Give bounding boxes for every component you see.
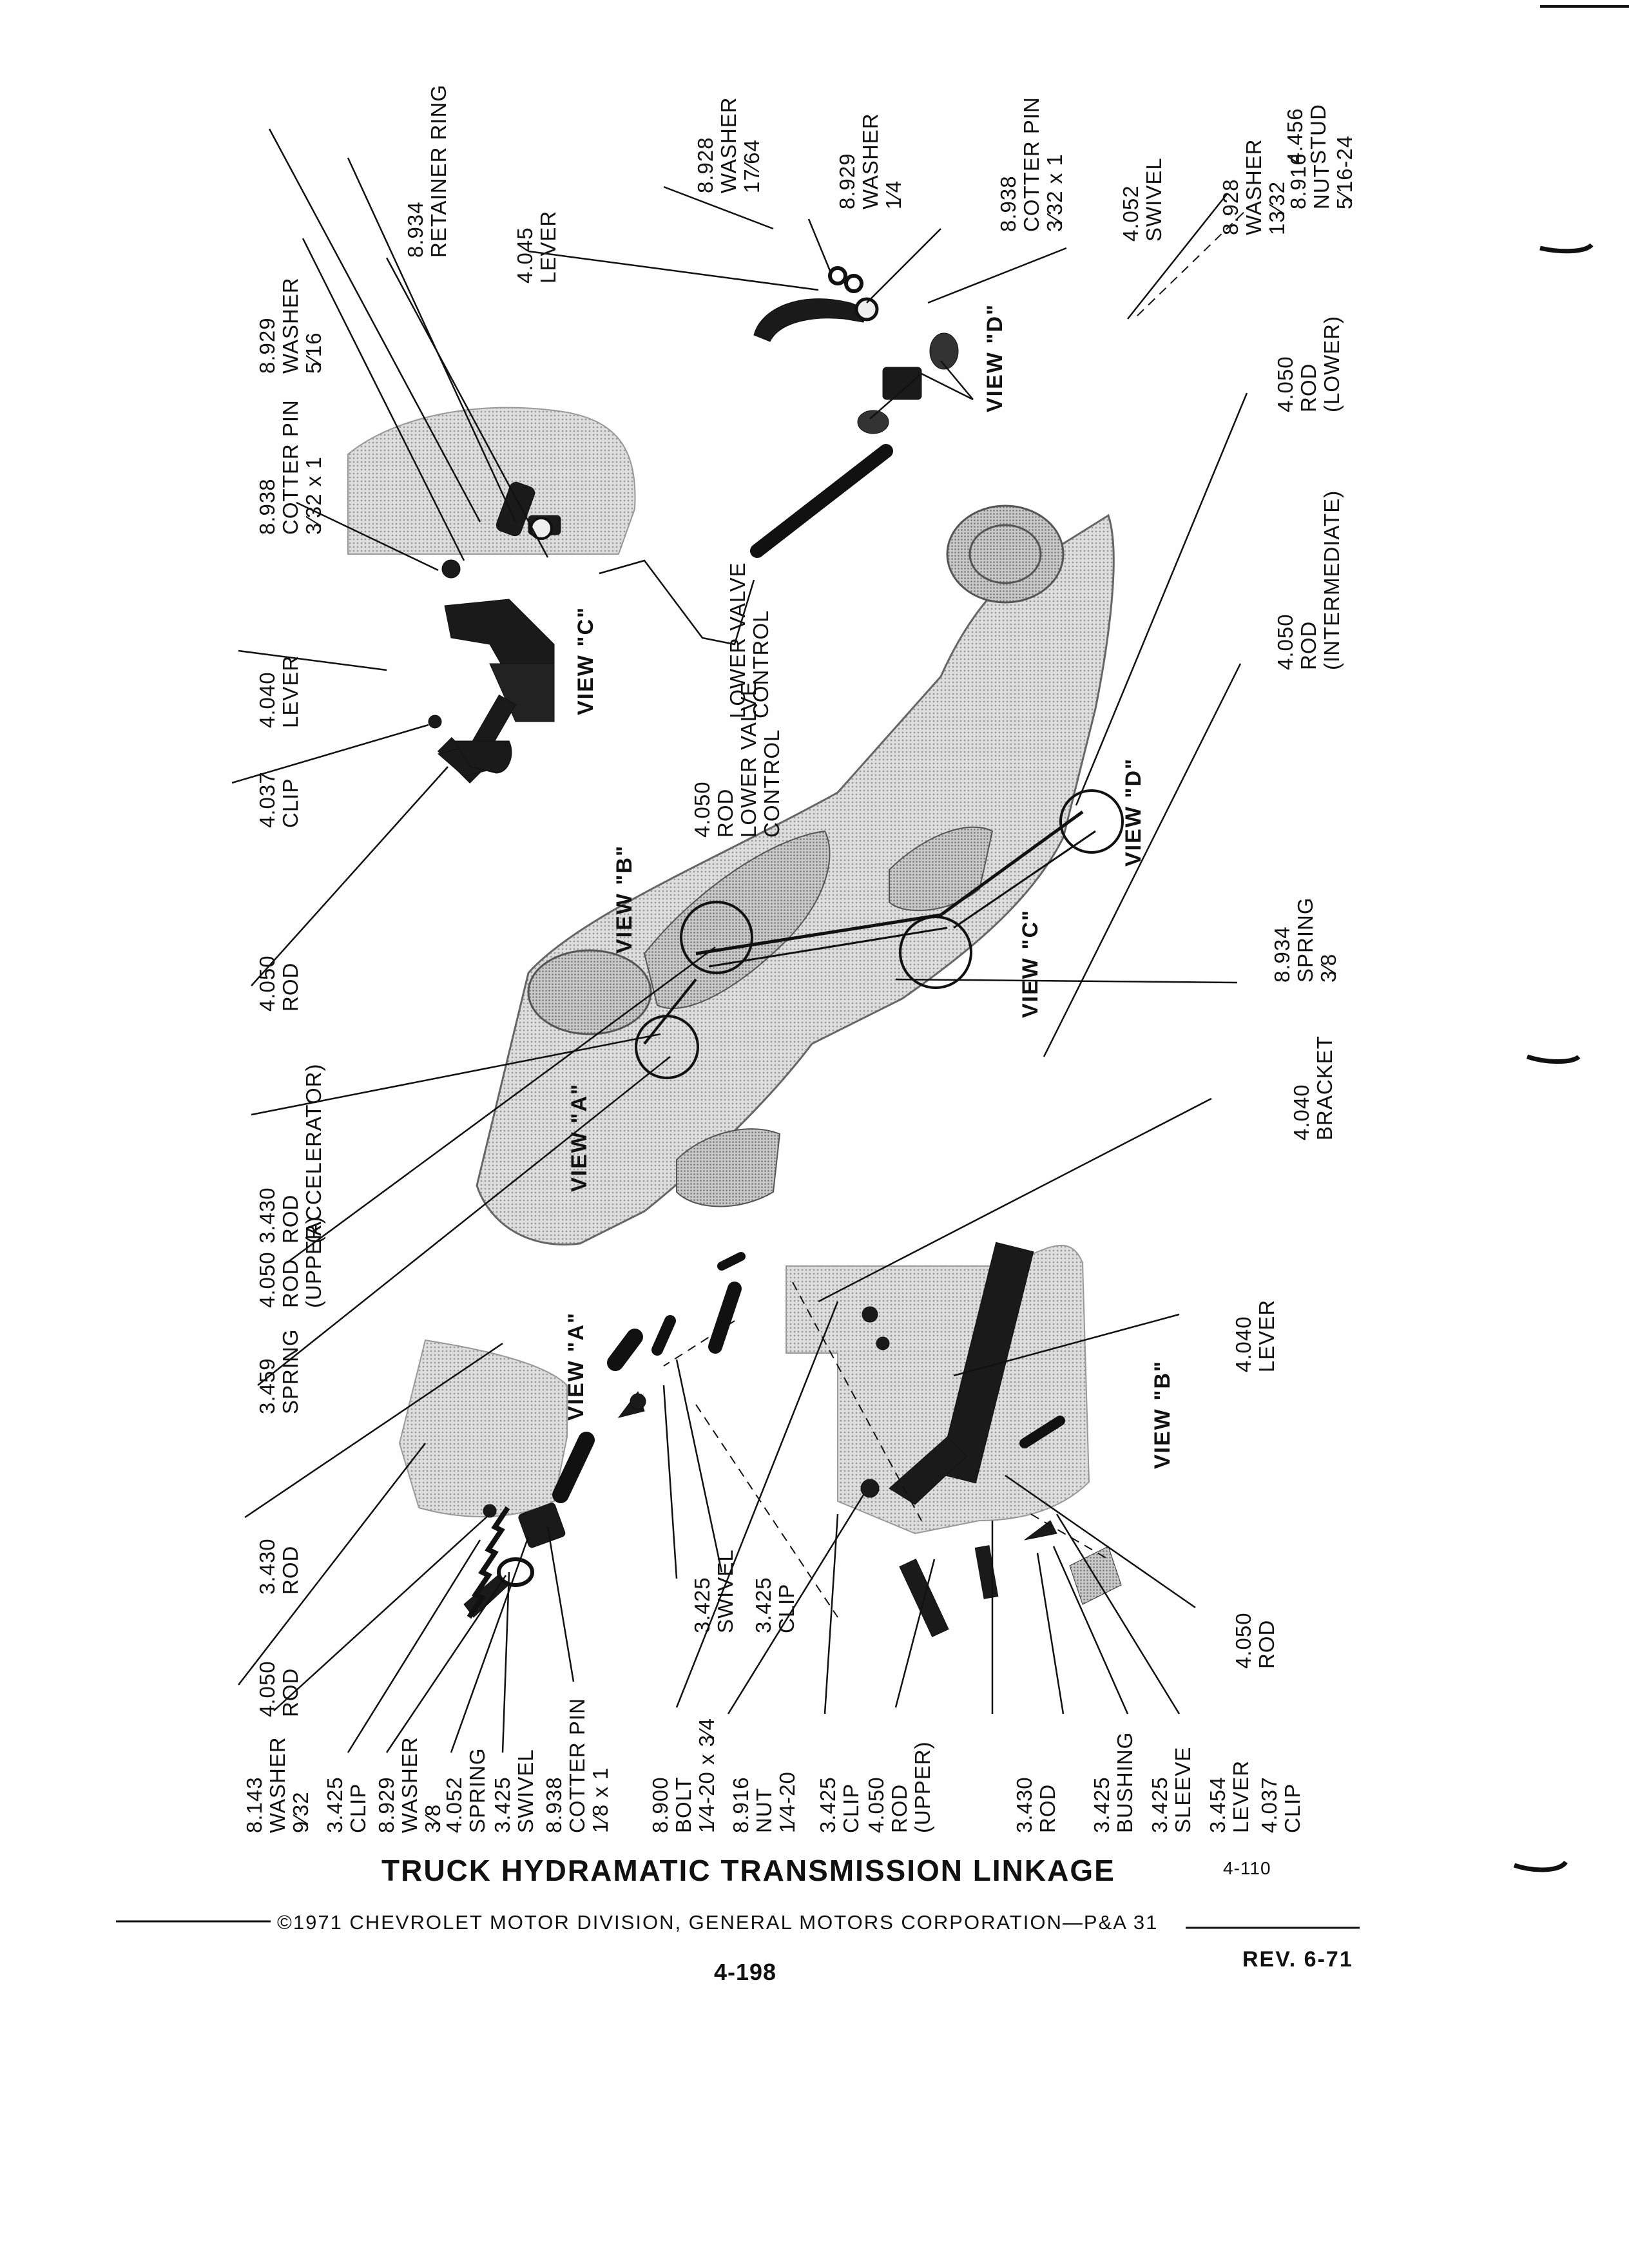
label-4040-lever-top: 4.040 LEVER	[255, 655, 302, 728]
label-4052-spring: 4.052 SPRING	[442, 1747, 489, 1833]
label-4456-stud: 4.456 STUD	[1283, 104, 1330, 164]
label-3425-sleeve: 3.425 SLEEVE	[1148, 1746, 1195, 1833]
label-8938-cotter-pin-right: 8.938 COTTER PIN 3⁄32 x 1	[996, 97, 1066, 232]
label-3430-rod-bottom: 3.430 ROD	[1012, 1776, 1059, 1833]
label-3425-clip-a: 3.425 CLIP	[323, 1776, 370, 1833]
label-4052-swivel: 4.052 SWIVEL	[1119, 157, 1166, 242]
label-3430-rod-accelerator: 3.430 ROD (ACCELERATOR)	[255, 1063, 325, 1244]
page-number: 4-198	[714, 1959, 777, 1985]
label-3425-swivel: 3.425 SWIVEL	[690, 1549, 737, 1633]
label-3425-clip-b: 3.425 CLIP	[816, 1776, 863, 1833]
label-4050-rod-lower-valve-control: 4.050 ROD LOWER VALVE CONTROL	[690, 681, 784, 838]
label-8916-nut-top: 8.916 NUT 5⁄16-24	[1286, 135, 1356, 209]
view-a-bottom-label: VIEW "A"	[564, 1311, 588, 1421]
label-8916-nut-bottom: 8.916 NUT 1⁄4-20	[729, 1771, 799, 1833]
view-d-mid-label: VIEW "D"	[1121, 757, 1146, 867]
view-a-mid-label: VIEW "A"	[567, 1082, 592, 1192]
view-b-bottom-label: VIEW "B"	[1150, 1360, 1175, 1469]
label-8938-cotter-pin-bottom: 8.938 COTTER PIN 1⁄8 x 1	[542, 1698, 612, 1833]
label-3425-swivel-b: 3.425 SWIVEL	[490, 1749, 537, 1833]
revision-label: REV. 6-71	[1242, 1947, 1353, 1972]
view-c-top-label: VIEW "C"	[574, 606, 598, 715]
label-3425-clip-mid: 3.425 CLIP	[751, 1577, 798, 1633]
label-8928-washer-right: 8.928 WASHER 17⁄64	[693, 97, 764, 193]
view-a-background	[400, 1340, 567, 1517]
view-b-background	[786, 1245, 1089, 1533]
label-3459-spring: 3.459 SPRING	[255, 1329, 302, 1414]
label-8929-washer-bottom: 8.929 WASHER 3⁄8	[374, 1736, 445, 1833]
label-4037-clip-bottom: 4.037 CLIP	[1257, 1776, 1304, 1833]
label-lower-valve-control: LOWER VALVE CONTROL	[726, 562, 773, 718]
label-4050-rod-upper-mid: 4.050 ROD (UPPER)	[255, 1216, 325, 1308]
label-4040-bracket: 4.040 BRACKET	[1289, 1035, 1336, 1140]
label-4050-rod-bottom: 4.050 ROD	[1231, 1612, 1278, 1669]
label-4050-rod-mid: 4.050 ROD	[255, 955, 302, 1012]
label-3430-rod-left: 3.430 ROD	[255, 1538, 302, 1595]
view-b-mid-label: VIEW "B"	[612, 844, 637, 954]
label-8143-washer: 8.143 WASHER 9⁄32	[242, 1736, 313, 1833]
label-4050-rod-left: 4.050 ROD	[255, 1660, 302, 1717]
label-4037-clip-top: 4.037 CLIP	[255, 771, 302, 828]
diagram-title: TRUCK HYDRAMATIC TRANSMISSION LINKAGE	[381, 1854, 1115, 1887]
label-8934-spring: 8.934 SPRING 3⁄8	[1270, 897, 1340, 983]
label-8938-cotter-pin-top: 8.938 COTTER PIN 3⁄32 x 1	[255, 399, 325, 535]
label-4050-rod-intermediate: 4.050 ROD (INTERMEDIATE)	[1273, 490, 1344, 670]
label-4050-rod-upper-bottom: 4.050 ROD (UPPER)	[864, 1741, 934, 1833]
label-8929-washer-right: 8.929 WASHER 1⁄4	[835, 113, 905, 209]
label-8929-washer-top: 8.929 WASHER 5⁄16	[255, 277, 325, 374]
label-4050-rod-lower: 4.050 ROD (LOWER)	[1273, 316, 1344, 412]
figure-number: 4-110	[1223, 1858, 1271, 1878]
label-3425-bushing: 3.425 BUSHING	[1090, 1731, 1137, 1833]
view-c-mid-label: VIEW "C"	[1018, 908, 1043, 1018]
copyright-line: ©1971 CHEVROLET MOTOR DIVISION, GENERAL MOTORS CORPORATION—P&A 31	[277, 1911, 1159, 1934]
label-8934-retainer-ring: 8.934 RETAINER RING	[403, 84, 450, 258]
label-8900-bolt: 8.900 BOLT 1⁄4-20 x 3⁄4	[648, 1718, 718, 1833]
label-3454-lever: 3.454 LEVER	[1206, 1760, 1253, 1833]
label-4040-lever-bottom: 4.040 LEVER	[1231, 1299, 1278, 1372]
view-c-background	[348, 408, 635, 554]
view-d-top-label: VIEW "D"	[983, 303, 1007, 412]
label-4045-lever: 4.045 LEVER	[513, 210, 560, 284]
label-8928-washer-top: 8.928 WASHER 13⁄32	[1219, 139, 1289, 235]
